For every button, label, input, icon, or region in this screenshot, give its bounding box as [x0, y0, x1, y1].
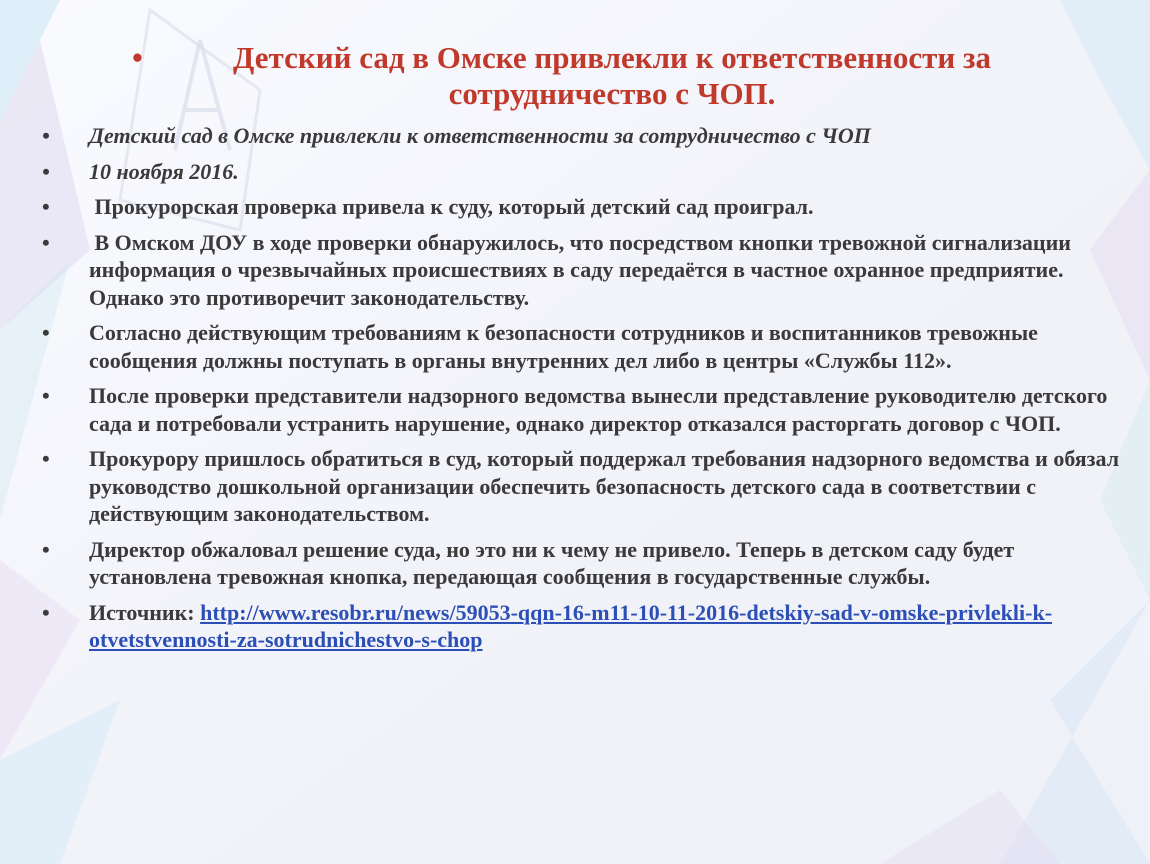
- bullet-marker: •: [42, 536, 50, 562]
- list-item-source: [40, 599, 1120, 654]
- list-item: [40, 193, 1120, 221]
- source-line: [89, 599, 1120, 654]
- bullet-marker: •: [42, 446, 50, 471]
- slide-content: [40, 40, 1120, 662]
- bullet-text: В Омском ДОУ в ходе проверки обнаружилось, что посредством кнопки тревожной сигнализации информация о чрезвычайных происшествиях в саду передаётся в частное охранное предприятие. Однако это противоречит законодательству.: [89, 229, 1077, 310]
- list-item: [40, 229, 1120, 312]
- bullet-text: Прокурорская проверка привела к суду, который детский сад проиграл.: [89, 194, 814, 219]
- bullet-text: Согласно действующим требованиям к безопасности сотрудников и воспитанников тревожные сообщения должны поступать в органы внутренних дел либо в центры «Службы 112».: [89, 320, 1038, 373]
- bullet-marker: •: [42, 383, 50, 408]
- slide-title: [132, 40, 1120, 112]
- bullet-marker: •: [42, 229, 50, 255]
- source-link[interactable]: http://www.resobr.ru/news/59053-qqn-16-m11-10-11-2016-detskiy-sad-v-omske-privlekli-k-otvetstvennosti-za-sotrudnichestvo-s-chop: [89, 599, 1053, 652]
- list-item: [40, 536, 1120, 591]
- bullet-text: Прокурору пришлось обратиться в суд, который поддержал требования надзорного ведомства и обязал руководство дошкольной организации обеспечить безопасность детского сада в соответствии с действующим законодательством.: [89, 446, 1120, 526]
- title-text: Детский сад в Омске привлекли к ответственности за сотрудничество с ЧОП.: [233, 40, 991, 111]
- bullet-marker: •: [42, 320, 50, 345]
- bullet-marker: •: [42, 194, 50, 219]
- bullet-marker: •: [42, 158, 50, 184]
- list-item: [40, 445, 1120, 528]
- bullet-list: [40, 122, 1120, 654]
- bullet-text: Директор обжаловал решение суда, но это ни к чему не привело. Теперь в детском саду будет установлена тревожная кнопка, передающая сообщения в государственные службы.: [89, 536, 1015, 589]
- bullet-text: 10 ноября 2016.: [89, 158, 239, 184]
- bullet-text: После проверки представители надзорного ведомства вынесли представление руководителю детского сада и потребовали устранить нарушение, однако директор отказался расторгать договор с ЧОП.: [89, 383, 1108, 436]
- source-label: Источник:: [89, 599, 201, 625]
- bullet-marker: •: [42, 599, 50, 625]
- list-item: [40, 122, 1120, 150]
- list-item: [40, 382, 1120, 437]
- list-item: [40, 319, 1120, 374]
- list-item: [40, 158, 1120, 186]
- bullet-marker: •: [42, 123, 50, 148]
- bullet-text: Детский сад в Омске привлекли к ответственности за сотрудничество с ЧОП: [89, 123, 871, 148]
- title-bullet: •: [132, 40, 143, 75]
